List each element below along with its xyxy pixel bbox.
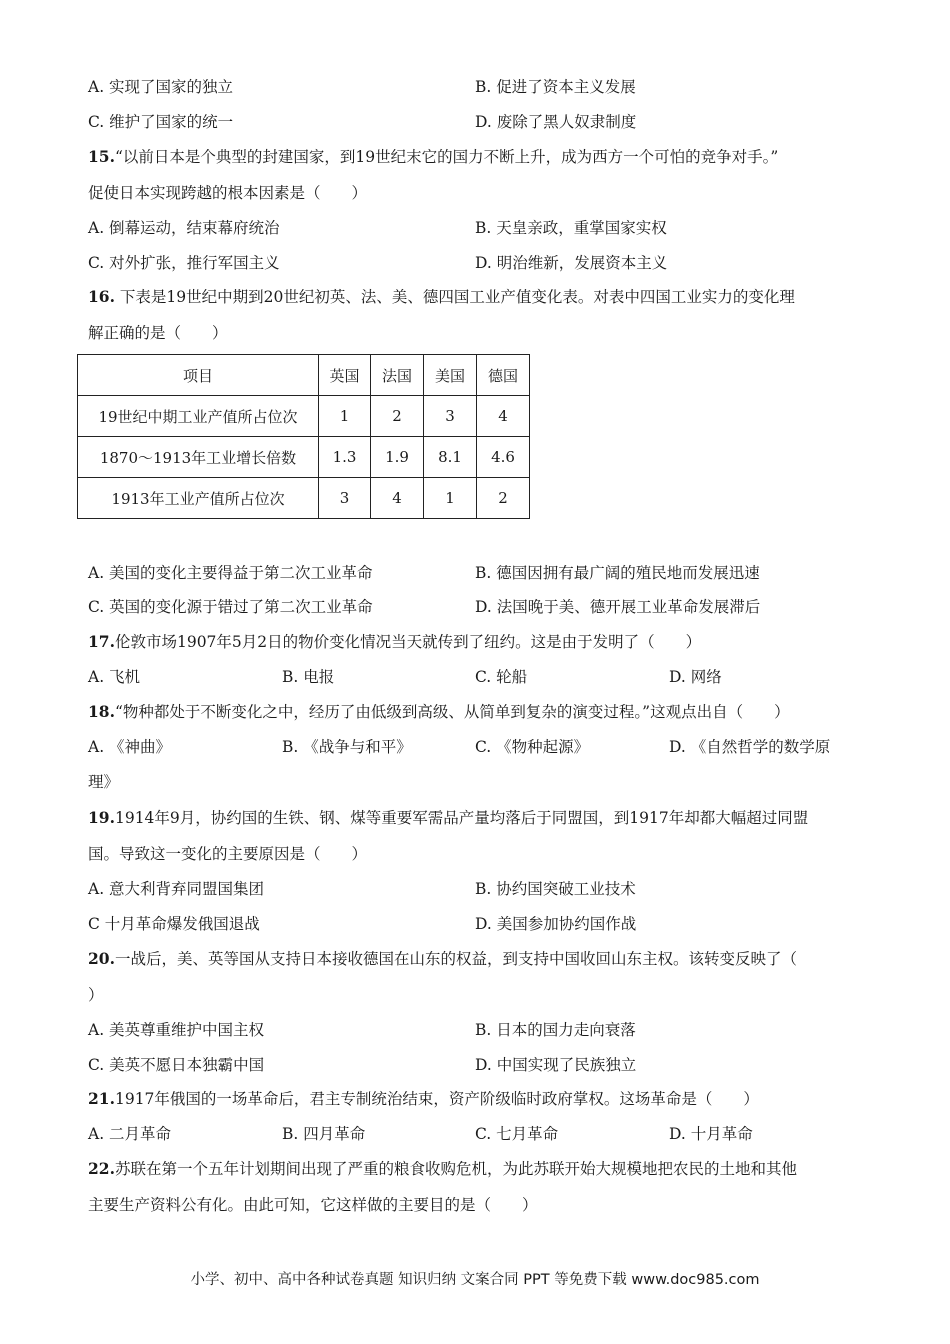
q21-option-a: A. 二月革命 bbox=[88, 1125, 172, 1143]
q16-option-b: B. 德国因拥有最广阔的殖民地而发展迅速 bbox=[475, 564, 760, 582]
table-header-cell: 法国 bbox=[371, 355, 424, 396]
q17-stem-line1 bbox=[88, 632, 701, 652]
table-cell: 1 bbox=[319, 396, 371, 437]
q16-option-d: D. 法国晚于美、德开展工业革命发展滞后 bbox=[475, 598, 761, 616]
q15-stem-line1 bbox=[88, 147, 778, 167]
q20-stem-line1 bbox=[88, 949, 797, 969]
q15-option-b: B. 天皇亲政，重掌国家实权 bbox=[475, 219, 667, 237]
q15-option-a: A. 倒幕运动，结束幕府统治 bbox=[88, 219, 280, 237]
industry-table bbox=[77, 354, 530, 519]
q18-option-c: C. 《物种起源》 bbox=[475, 738, 590, 756]
table-header-cell: 项目 bbox=[78, 355, 319, 396]
page-footer: 小学、初中、高中各种试卷真题 知识归纳 文案合同 PPT 等免费下载 www.doc985.com bbox=[190, 1272, 760, 1288]
q14-option-c: C. 维护了国家的统一 bbox=[88, 113, 234, 131]
table-cell: 1913年工业产值所占位次 bbox=[78, 478, 319, 519]
q20-number: 20. bbox=[88, 949, 115, 968]
q21-stem-line1 bbox=[88, 1089, 759, 1109]
q20-stem-text1: 一战后，美、英等国从支持日本接收德国在山东的权益，到支持中国收回山东主权。该转变反映了（ bbox=[114, 950, 797, 968]
table-header-cell: 英国 bbox=[319, 355, 371, 396]
q22-stem-line2: 主要生产资料公有化。由此可知，它这样做的主要目的是（ ） bbox=[88, 1196, 538, 1214]
q16-stem-text1: 下表是19世纪中期到20世纪初英、法、美、德四国工业产值变化表。对表中四国工业实力的变化理 bbox=[114, 288, 795, 306]
q15-stem-line2: 促使日本实现跨越的根本因素是（ ） bbox=[88, 184, 368, 202]
q22-number: 22. bbox=[88, 1159, 115, 1178]
q19-stem-line1 bbox=[88, 808, 808, 828]
table-row bbox=[78, 478, 530, 519]
q20-option-d: D. 中国实现了民族独立 bbox=[475, 1056, 637, 1074]
table-cell: 2 bbox=[371, 396, 424, 437]
q22-stem-line1 bbox=[88, 1159, 797, 1179]
table-cell: 3 bbox=[424, 396, 477, 437]
q19-stem-line2: 国。导致这一变化的主要原因是（ ） bbox=[88, 845, 368, 863]
q14-option-b: B. 促进了资本主义发展 bbox=[475, 78, 636, 96]
q19-option-b: B. 协约国突破工业技术 bbox=[475, 880, 636, 898]
q20-stem-line2: ） bbox=[88, 986, 104, 1004]
q16-option-a: A. 美国的变化主要得益于第二次工业革命 bbox=[88, 564, 373, 582]
table-cell: 4.6 bbox=[477, 437, 530, 478]
table-cell: 3 bbox=[319, 478, 371, 519]
q18-option-a: A. 《神曲》 bbox=[88, 738, 172, 756]
table-row bbox=[78, 396, 530, 437]
q18-option-d-continued: 理》 bbox=[88, 773, 120, 791]
q15-stem-text1: “以前日本是个典型的封建国家，到19世纪末它的国力不断上升，成为西方一个可怕的竞争对手。” bbox=[114, 148, 779, 166]
q17-stem-text1: 伦敦市场1907年5月2日的物价变化情况当天就传到了纽约。这是由于发明了（ ） bbox=[114, 633, 702, 651]
q21-option-b: B. 四月革命 bbox=[282, 1125, 366, 1143]
q19-number: 19. bbox=[88, 808, 115, 827]
table-cell: 1.9 bbox=[371, 437, 424, 478]
q18-stem-text1: “物种都处于不断变化之中，经历了由低级到高级、从简单到复杂的演变过程。”这观点出自（ ） bbox=[114, 703, 790, 721]
table-header-cell: 美国 bbox=[424, 355, 477, 396]
q17-option-d: D. 网络 bbox=[669, 668, 722, 686]
q16-stem-line2: 解正确的是（ ） bbox=[88, 324, 228, 342]
q21-option-c: C. 七月革命 bbox=[475, 1125, 559, 1143]
table-header-row bbox=[78, 355, 530, 396]
q19-option-d: D. 美国参加协约国作战 bbox=[475, 915, 637, 933]
q22-stem-text1: 苏联在第一个五年计划期间出现了严重的粮食收购危机，为此苏联开始大规模地把农民的土地和其他 bbox=[114, 1160, 797, 1178]
q18-number: 18. bbox=[88, 702, 115, 721]
q15-option-c: C. 对外扩张，推行军国主义 bbox=[88, 254, 280, 272]
q15-number: 15. bbox=[88, 147, 115, 166]
q17-option-b: B. 电报 bbox=[282, 668, 335, 686]
q21-option-d: D. 十月革命 bbox=[669, 1125, 753, 1143]
q17-option-a: A. 飞机 bbox=[88, 668, 141, 686]
q14-option-a: A. 实现了国家的独立 bbox=[88, 78, 234, 96]
q18-stem-line1 bbox=[88, 702, 790, 722]
table-cell: 2 bbox=[477, 478, 530, 519]
table-cell: 1 bbox=[424, 478, 477, 519]
q16-option-c: C. 英国的变化源于错过了第二次工业革命 bbox=[88, 598, 373, 616]
table-cell: 19世纪中期工业产值所占位次 bbox=[78, 396, 319, 437]
table-cell: 8.1 bbox=[424, 437, 477, 478]
q19-stem-text1: 1914年9月，协约国的生铁、钢、煤等重要军需品产量均落后于同盟国，到1917年却都大幅超过同盟 bbox=[114, 809, 809, 827]
q20-option-c: C. 美英不愿日本独霸中国 bbox=[88, 1056, 265, 1074]
q16-number: 16. bbox=[88, 287, 115, 306]
table-cell: 4 bbox=[371, 478, 424, 519]
table-header-cell: 德国 bbox=[477, 355, 530, 396]
table-cell: 1.3 bbox=[319, 437, 371, 478]
table-cell: 4 bbox=[477, 396, 530, 437]
q16-stem-line1 bbox=[88, 287, 795, 307]
q20-option-b: B. 日本的国力走向衰落 bbox=[475, 1021, 636, 1039]
q17-option-c: C. 轮船 bbox=[475, 668, 528, 686]
table-row bbox=[78, 437, 530, 478]
q18-option-b: B. 《战争与和平》 bbox=[282, 738, 412, 756]
q18-option-d: D. 《自然哲学的数学原 bbox=[669, 738, 831, 756]
q20-option-a: A. 美英尊重维护中国主权 bbox=[88, 1021, 265, 1039]
q19-option-a: A. 意大利背弃同盟国集团 bbox=[88, 880, 265, 898]
q17-number: 17. bbox=[88, 632, 115, 651]
q14-option-d: D. 废除了黑人奴隶制度 bbox=[475, 113, 637, 131]
q21-number: 21. bbox=[88, 1089, 115, 1108]
q19-option-c: C 十月革命爆发俄国退战 bbox=[88, 915, 260, 933]
table-cell: 1870～1913年工业增长倍数 bbox=[78, 437, 319, 478]
q15-option-d: D. 明治维新，发展资本主义 bbox=[475, 254, 668, 272]
q21-stem-text1: 1917年俄国的一场革命后，君主专制统治结束，资产阶级临时政府掌权。这场革命是（ ） bbox=[114, 1090, 759, 1108]
